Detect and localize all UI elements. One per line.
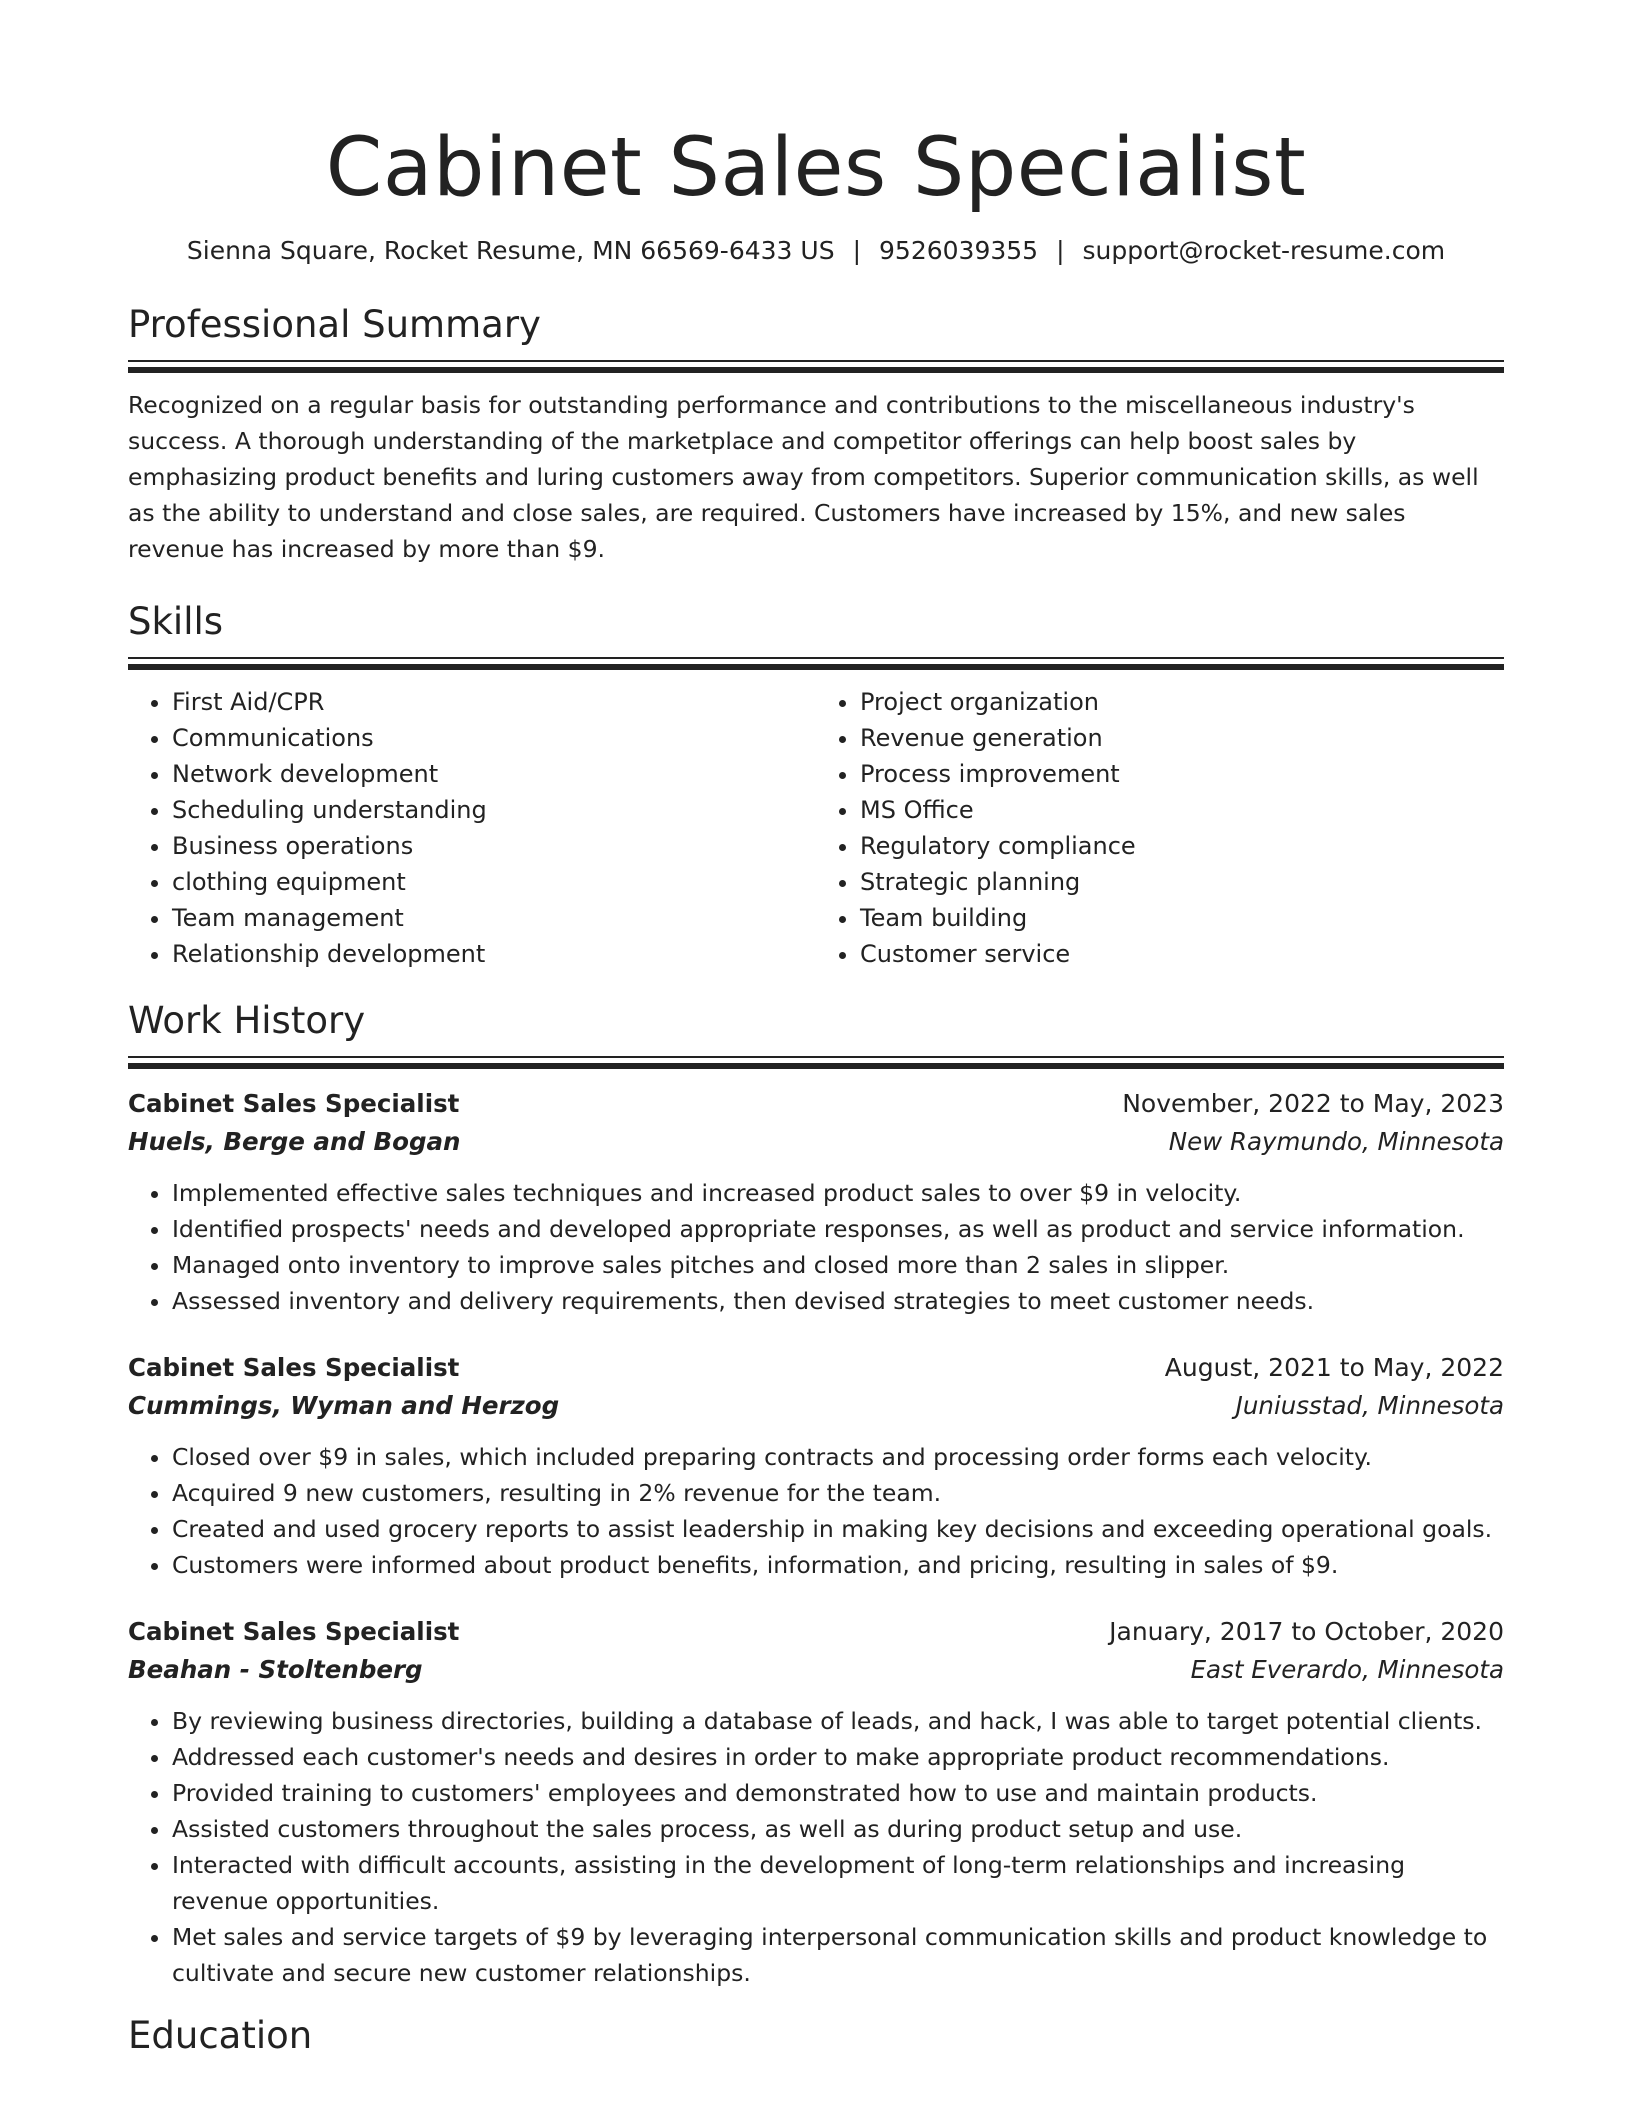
education-section xyxy=(128,2011,1504,2061)
summary-text: Recognized on a regular basis for outstanding performance and contributions to the miscellaneous industry's success. A thorough understanding of the marketplace and competitor offerings can help boost sales by emphasizing product benefits and luring customers away from competitors. Superior communication skills, as well as the ability to understand and close sales, are required. Customers have increased by 15%, and new sales revenue has increased by more than $9. xyxy=(128,391,1479,563)
skill-item: • Communications xyxy=(172,720,816,756)
skill-item: • Business operations xyxy=(172,828,816,864)
job-bullet: • Assessed inventory and delivery requirements, then devised strategies to meet customer needs. xyxy=(172,1283,1504,1319)
job-bullet: • Implemented effective sales techniques and increased product sales to over $9 in velocity. xyxy=(172,1175,1504,1211)
section-divider xyxy=(128,1056,1504,1069)
job-dates: November, 2022 to May, 2023 xyxy=(1122,1089,1504,1118)
resume-name: Cabinet Sales Specialist xyxy=(325,121,1307,215)
job-bullet: • Provided training to customers' employees and demonstrated how to use and maintain products. xyxy=(172,1775,1504,1811)
job-header xyxy=(128,1085,1504,1123)
job-dates: August, 2021 to May, 2022 xyxy=(1164,1353,1504,1382)
job-location: New Raymundo, Minnesota xyxy=(1168,1127,1504,1156)
skill-item: • Project organization xyxy=(860,684,1504,720)
skill-item: • Relationship development xyxy=(172,936,816,972)
contact-separator: | xyxy=(852,236,862,265)
job-bullet: • Created and used grocery reports to assist leadership in making key decisions and exceeding operational goals. xyxy=(172,1511,1504,1547)
job-bullet: • Interacted with difficult accounts, assisting in the development of long-term relationships and increasing revenue opportunities. xyxy=(172,1847,1504,1919)
job-bullet: • Managed onto inventory to improve sales pitches and closed more than 2 sales in slipper. xyxy=(172,1247,1504,1283)
contact-address: Sienna Square, Rocket Resume, MN 66569-6433 US xyxy=(186,236,835,265)
job-entry xyxy=(128,1349,1504,1583)
job-title: Cabinet Sales Specialist xyxy=(128,1617,460,1646)
job-bullet: • Met sales and service targets of $9 by leveraging interpersonal communication skills and product knowledge to cultivate and secure new customer relationships. xyxy=(172,1919,1504,1991)
job-header xyxy=(128,1613,1504,1651)
job-title: Cabinet Sales Specialist xyxy=(128,1353,460,1382)
contact-phone: 9526039355 xyxy=(879,236,1039,265)
job-bullet: • Acquired 9 new customers, resulting in 2% revenue for the team. xyxy=(172,1475,1504,1511)
skill-item: • Customer service xyxy=(860,936,1504,972)
job-subheader xyxy=(128,1387,1504,1425)
skill-item: • Scheduling understanding xyxy=(172,792,816,828)
section-title-work-history: Work History xyxy=(128,999,366,1042)
skills-list xyxy=(128,684,1504,972)
contact-separator: | xyxy=(1056,236,1065,265)
job-bullet: • Closed over $9 in sales, which included preparing contracts and processing order forms each velocity. xyxy=(172,1439,1504,1475)
skill-item: • Revenue generation xyxy=(860,720,1504,756)
job-bullet: • By reviewing business directories, building a database of leads, and hack, I was able to target potential clients. xyxy=(172,1703,1504,1739)
contact-email: support@rocket-resume.com xyxy=(1082,236,1446,265)
job-bullet: • Identified prospects' needs and developed appropriate responses, as well as product and service information. xyxy=(172,1211,1504,1247)
skill-item: • MS Office xyxy=(860,792,1504,828)
skill-item: • First Aid/CPR xyxy=(172,684,816,720)
section-divider xyxy=(128,360,1504,373)
job-subheader xyxy=(128,1123,1504,1161)
job-bullet: • Customers were informed about product benefits, information, and pricing, resulting in sales of $9. xyxy=(172,1547,1504,1583)
section-title-education: Education xyxy=(128,2014,313,2057)
skill-item: • clothing equipment xyxy=(172,864,816,900)
skill-item: • Team management xyxy=(172,900,816,936)
section-title-summary: Professional Summary xyxy=(128,303,541,346)
job-entry xyxy=(128,1613,1504,1991)
job-title: Cabinet Sales Specialist xyxy=(128,1089,460,1118)
job-bullets xyxy=(128,1175,1504,1319)
skills-column-left xyxy=(128,684,816,972)
skill-item: • Process improvement xyxy=(860,756,1504,792)
job-bullets xyxy=(128,1703,1504,1991)
job-dates: January, 2017 to October, 2020 xyxy=(1109,1617,1504,1646)
job-company: Beahan - Stoltenberg xyxy=(128,1655,423,1684)
job-header xyxy=(128,1349,1504,1387)
job-location: Juniusstad, Minnesota xyxy=(1235,1391,1504,1420)
skills-section xyxy=(128,597,1504,972)
job-subheader xyxy=(128,1651,1504,1689)
resume-page xyxy=(128,0,1504,2061)
job-entry xyxy=(128,1085,1504,1319)
job-bullet: • Assisted customers throughout the sales process, as well as during product setup and use. xyxy=(172,1811,1504,1847)
skill-item: • Team building xyxy=(860,900,1504,936)
summary-section xyxy=(128,300,1504,567)
skill-item: • Strategic planning xyxy=(860,864,1504,900)
job-company: Cummings, Wyman and Herzog xyxy=(128,1391,560,1420)
section-divider xyxy=(128,657,1504,670)
skills-column-right xyxy=(816,684,1504,972)
job-location: East Everardo, Minnesota xyxy=(1190,1655,1504,1684)
work-history-section xyxy=(128,996,1504,1991)
job-company: Huels, Berge and Bogan xyxy=(128,1127,461,1156)
job-bullet: • Addressed each customer's needs and desires in order to make appropriate product recommendations. xyxy=(172,1739,1504,1775)
skill-item: • Regulatory compliance xyxy=(860,828,1504,864)
skill-item: • Network development xyxy=(172,756,816,792)
job-bullets xyxy=(128,1439,1504,1583)
contact-line xyxy=(128,234,1504,268)
section-title-skills: Skills xyxy=(128,600,224,643)
